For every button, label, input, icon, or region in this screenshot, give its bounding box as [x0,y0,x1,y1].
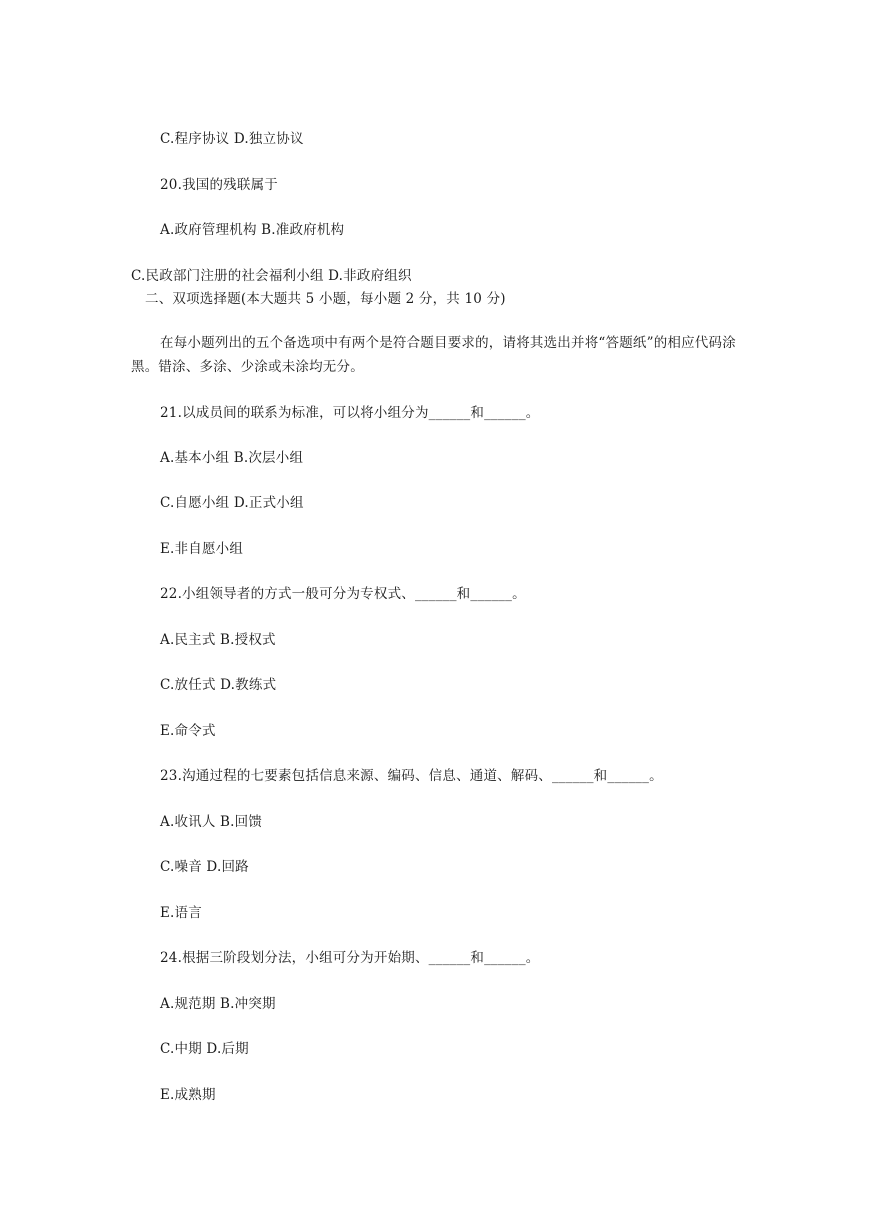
option-line-q21-cd: C.自愿小组 D.正式小组 [160,495,304,511]
option-line-q22-e: E.命令式 [160,723,216,739]
option-line-q23-e: E.语言 [160,905,202,921]
option-line-q22-cd: C.放任式 D.教练式 [160,677,277,693]
option-line-q23-cd: C.噪音 D.回路 [160,859,249,875]
option-line-q24-e: E.成熟期 [160,1087,216,1103]
section-heading-2: 二、双项选择题(本大题共 5 小题，每小题 2 分，共 10 分) [145,291,506,307]
option-line-q24-cd: C.中期 D.后期 [160,1041,249,1057]
question-24: 24.根据三阶段划分法，小组可分为开始期、______和______。 [160,950,540,966]
question-23: 23.沟通过程的七要素包括信息来源、编码、信息、通道、解码、______和______。 [160,768,663,784]
option-line-q21-e: E.非自愿小组 [160,541,244,557]
option-line-q19-cd: C.程序协议 D.独立协议 [160,131,304,147]
option-line-q21-ab: A.基本小组 B.次层小组 [160,450,304,466]
question-21: 21.以成员间的联系为标准，可以将小组分为______和______。 [160,405,540,421]
option-line-q20-cd: C.民政部门注册的社会福利小组 D.非政府组织 [131,268,412,284]
section-instructions: 在每小题列出的五个备选项中有两个是符合题目要求的，请将其选出并将“答题纸”的相应代码涂黑。错涂、多涂、少涂或未涂均无分。 [131,335,736,375]
option-line-q23-ab: A.收讯人 B.回馈 [160,814,263,830]
question-20: 20.我国的残联属于 [160,177,278,193]
question-22: 22.小组领导者的方式一般可分为专权式、______和______。 [160,586,526,602]
option-line-q22-ab: A.民主式 B.授权式 [160,632,276,648]
option-line-q20-ab: A.政府管理机构 B.准政府机构 [160,222,345,238]
option-line-q24-ab: A.规范期 B.冲突期 [160,996,276,1012]
